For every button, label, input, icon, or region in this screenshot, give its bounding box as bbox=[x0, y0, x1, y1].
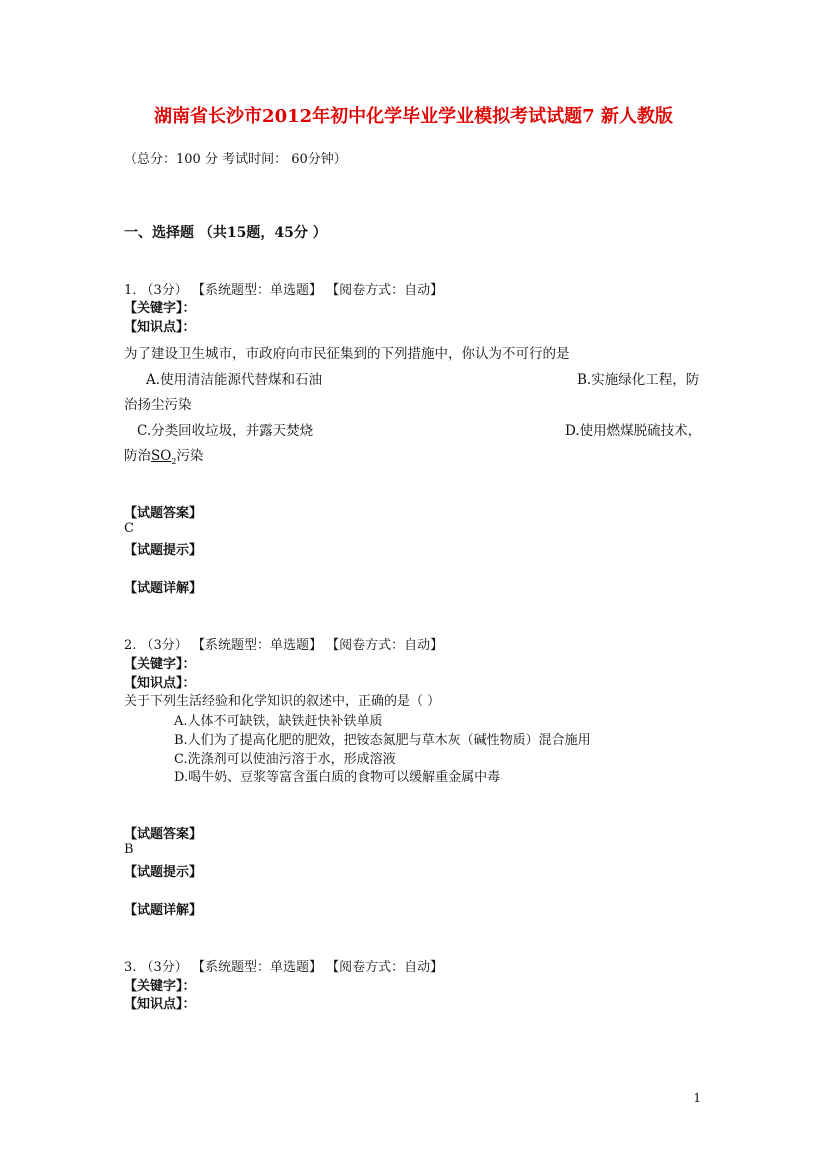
q2-keyword-label: 【关键字】： bbox=[124, 657, 196, 672]
q1-option-b-cont: 治扬尘污染 bbox=[124, 397, 192, 413]
q2-hint-label: 【试题提示】 bbox=[124, 865, 203, 880]
section-title: 一、选择题 （共15题，45分 ） bbox=[124, 225, 327, 241]
q2-option-c: C.洗涤剂可以使油污溶于水，形成溶液 bbox=[174, 752, 396, 767]
exam-meta: （总分：100 分 考试时间： 60分钟） bbox=[124, 152, 347, 167]
page-number: 1 bbox=[693, 1091, 701, 1105]
q1-header: 1. （3分） 【系统题型：单选题】 【阅卷方式：自动】 bbox=[124, 283, 444, 298]
q2-answer: B bbox=[124, 842, 134, 857]
q1-option-a: A.使用清洁能源代替煤和石油 bbox=[146, 372, 323, 388]
q2-knowledge-label: 【知识点】： bbox=[124, 676, 196, 691]
q1-option-d: D.使用燃煤脱硫技术， bbox=[565, 423, 702, 439]
q1-option-d-cont: 防治$SO_2$污染 bbox=[124, 448, 204, 466]
q2-stem: 关于下列生活经验和化学知识的叙述中，正确的是（ ） bbox=[124, 694, 441, 709]
q1-option-b: B.实施绿化工程，防 bbox=[577, 372, 700, 388]
document-title: 湖南省长沙市2012年初中化学毕业学业模拟考试试题7 新人教版 bbox=[154, 106, 673, 127]
q1-answer-label: 【试题答案】 bbox=[124, 506, 203, 521]
q1-detail-label: 【试题详解】 bbox=[124, 581, 203, 596]
q2-header: 2. （3分） 【系统题型：单选题】 【阅卷方式：自动】 bbox=[124, 638, 444, 653]
q1-stem: 为了建设卫生城市，市政府向市民征集到的下列措施中，你认为不可行的是 bbox=[124, 346, 570, 362]
q1-keyword-label: 【关键字】： bbox=[124, 301, 196, 316]
q2-option-d: D.喝牛奶、豆浆等富含蛋白质的食物可以缓解重金属中毒 bbox=[174, 770, 501, 785]
q3-header: 3. （3分） 【系统题型：单选题】 【阅卷方式：自动】 bbox=[124, 960, 444, 975]
q1-hint-label: 【试题提示】 bbox=[124, 543, 203, 558]
q1-answer: C bbox=[124, 521, 134, 536]
q2-option-b: B.人们为了提高化肥的肥效，把铵态氮肥与草木灰（碱性物质）混合施用 bbox=[174, 733, 591, 748]
q1-knowledge-label: 【知识点】： bbox=[124, 320, 196, 335]
q1-option-c: C.分类回收垃圾，并露天焚烧 bbox=[137, 423, 314, 439]
q2-answer-label: 【试题答案】 bbox=[124, 827, 203, 842]
q2-option-a: A.人体不可缺铁，缺铁赶快补铁单质 bbox=[174, 714, 383, 729]
q3-knowledge-label: 【知识点】： bbox=[124, 997, 196, 1012]
q2-detail-label: 【试题详解】 bbox=[124, 903, 203, 918]
q3-keyword-label: 【关键字】： bbox=[124, 979, 196, 994]
